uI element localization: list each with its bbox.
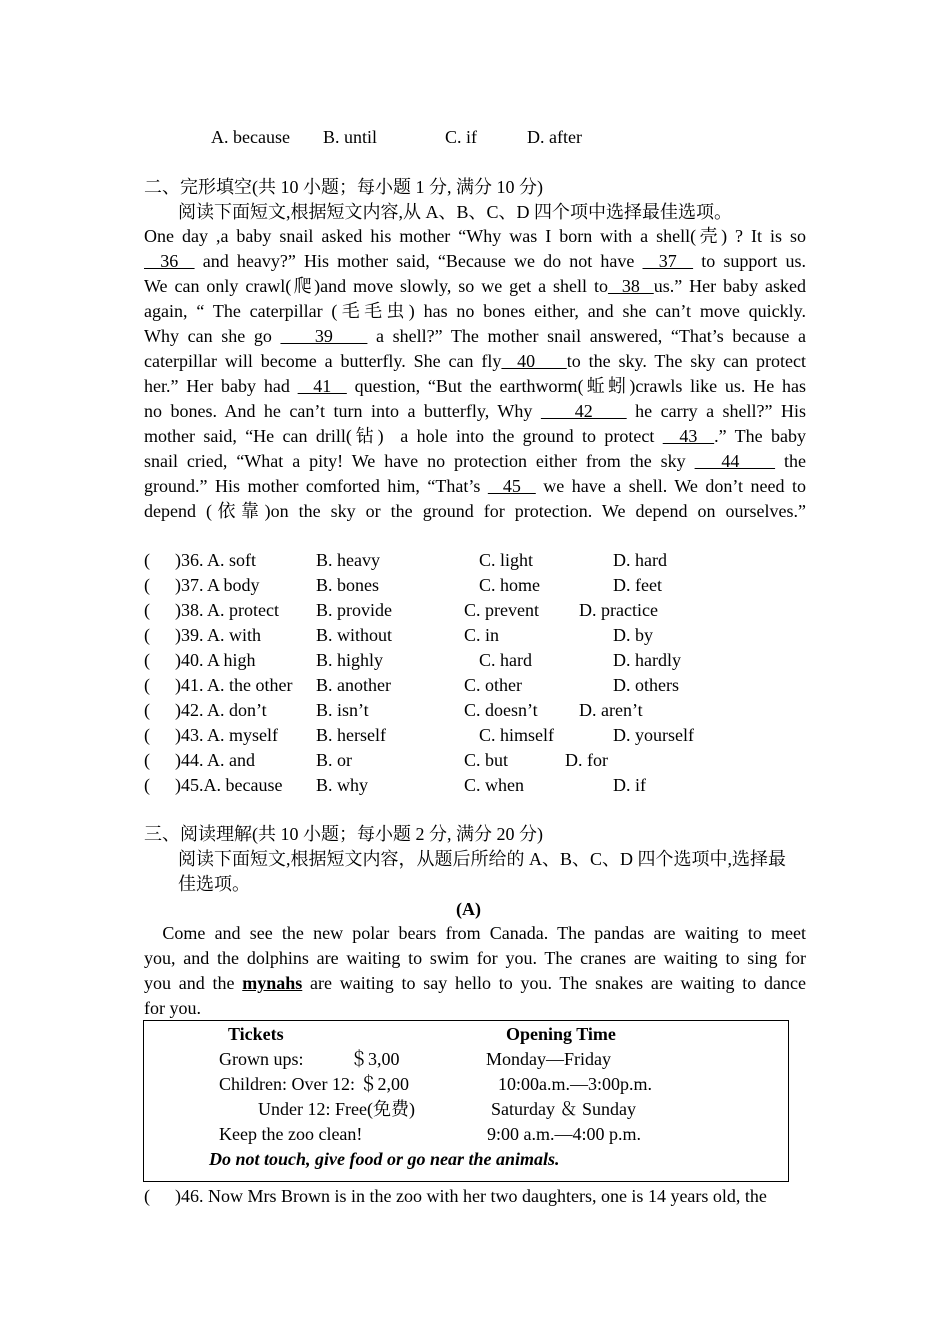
question-option-a: )40. A high (175, 650, 256, 670)
text-segment: and heavy?” His mother said, “Because we do not have (194, 251, 643, 271)
passage-line (144, 921, 806, 946)
question-paren: ( (144, 600, 150, 620)
blank-segment: 43 (662, 426, 715, 446)
tickets-header: Tickets (228, 1024, 284, 1044)
question-option-b: B. herself (316, 725, 386, 745)
question-option-d: D. for (565, 750, 608, 770)
question-paren: ( (144, 625, 150, 645)
question-option-c: C. doesn’t (464, 700, 538, 720)
passage-line (144, 399, 806, 424)
grown-ups-label: Grown ups: (219, 1049, 304, 1069)
passage-line (144, 374, 806, 399)
question-option-c: C. other (464, 675, 522, 695)
question-option-c: C. himself (479, 725, 554, 745)
question-option-d: D. practice (579, 600, 658, 620)
question-option-d: D. hard (613, 550, 667, 570)
blank-segment: mynahs (242, 973, 303, 993)
blank-segment: 44 (694, 451, 776, 471)
section3-instruction-cont: 佳选项。 (178, 874, 250, 894)
question-option-d: D. by (613, 625, 653, 645)
text-segment: the (775, 451, 806, 471)
text-segment: to support us. (693, 251, 807, 271)
passage-label: (A) (456, 899, 481, 919)
q46-text: )46. Now Mrs Brown is in the zoo with her two daughters, one is 14 years old, the (175, 1186, 767, 1206)
text-segment: are waiting to say hello to you. The snakes are waiting to dance (302, 973, 807, 993)
option-a: A. because (211, 127, 290, 147)
question-paren: ( (144, 725, 150, 745)
question-option-a: )37. A body (175, 575, 260, 595)
blank-segment: 42 (540, 401, 627, 421)
text-segment: you and the (144, 973, 243, 993)
question-option-b: B. isn’t (316, 700, 369, 720)
passage-line (144, 324, 806, 349)
text-segment: no bones. And he can’t turn into a butterfly, Why (144, 401, 541, 421)
blank-segment: 41 (297, 376, 347, 396)
passage-line (144, 499, 806, 524)
question-option-a: )36. A. soft (175, 550, 256, 570)
passage-line (144, 424, 806, 449)
question-option-a: )44. A. and (175, 750, 255, 770)
text-segment: a shell?” The mother snail answered, “That’s because a (367, 326, 807, 346)
weekend-hours: 9:00 a.m.—4:00 p.m. (487, 1124, 641, 1144)
question-option-c: C. home (479, 575, 540, 595)
question-option-a: )42. A. don’t (175, 700, 267, 720)
weekday-hours: 10:00a.m.—3:00p.m. (498, 1074, 652, 1094)
text-segment: mother said, “He can drill(钻) a hole into the ground to protect (144, 426, 663, 446)
question-option-c: C. prevent (464, 600, 539, 620)
question-paren: ( (144, 575, 150, 595)
keep-clean-note: Keep the zoo clean! (219, 1124, 363, 1144)
text-segment: ground.” His mother comforted him, “That’s (144, 476, 488, 496)
text-segment: depend (依靠)on the sky or the ground for protection. We depend on ourselves.” (144, 501, 806, 521)
question-option-b: B. another (316, 675, 391, 695)
under-12: Under 12: Free(免费) (258, 1099, 415, 1119)
question-option-a: )39. A. with (175, 625, 262, 645)
question-paren: ( (144, 775, 150, 795)
question-option-d: D. hardly (613, 650, 681, 670)
question-option-b: B. bones (316, 575, 379, 595)
opening-time-header: Opening Time (506, 1024, 616, 1044)
question-option-a: )45.A. because (175, 775, 283, 795)
grown-ups-price: ＄3,00 (350, 1049, 400, 1069)
question-paren: ( (144, 550, 150, 570)
text-segment: snail cried, “What a pity! We have no protection either from the sky (144, 451, 695, 471)
question-option-a: )43. A. myself (175, 725, 278, 745)
question-option-b: B. why (316, 775, 369, 795)
question-option-c: C. when (464, 775, 524, 795)
passage-last-line: for you. (144, 998, 201, 1018)
text-segment: One day ,a baby snail asked his mother “Why was I born with a shell(壳) ? It is so (144, 226, 806, 246)
text-segment: We can only crawl(爬)and move slowly, so we get a shell to (144, 276, 608, 296)
blank-segment: 40 (501, 351, 567, 371)
question-option-b: B. heavy (316, 550, 380, 570)
question-option-b: B. without (316, 625, 393, 645)
text-segment: us.” Her baby asked (653, 276, 807, 296)
section2-instruction: 阅读下面短文,根据短文内容,从 A、B、C、D 四个项中选择最佳选项。 (178, 202, 733, 222)
animal-warning: Do not touch, give food or go near the animals. (209, 1149, 560, 1169)
text-segment: her.” Her baby had (144, 376, 298, 396)
passage-line (144, 274, 806, 299)
text-segment: to the sky. The sky can protect (566, 351, 806, 371)
passage-line (144, 249, 806, 274)
section2-heading: 二、完形填空(共 10 小题；每小题 1 分, 满分 10 分) (144, 177, 543, 197)
question-option-c: C. light (479, 550, 534, 570)
passage-line (144, 449, 806, 474)
text-segment: Why can she go (144, 326, 281, 346)
text-segment: we have a shell. We don’t need to (535, 476, 806, 496)
weekend-label: Saturday ＆ Sunday (491, 1099, 636, 1119)
blank-segment: 37 (642, 251, 694, 271)
question-paren: ( (144, 650, 150, 670)
passage-line (144, 971, 806, 996)
section3-heading: 三、阅读理解(共 10 小题；每小题 2 分, 满分 20 分) (144, 824, 543, 844)
question-option-b: B. provide (316, 600, 392, 620)
option-d: D. after (527, 127, 582, 147)
question-option-c: C. hard (479, 650, 532, 670)
question-paren: ( (144, 700, 150, 720)
question-paren: ( (144, 750, 150, 770)
weekday-label: Monday—Friday (486, 1049, 611, 1069)
question-option-a: )38. A. protect (175, 600, 279, 620)
question-option-c: C. but (464, 750, 509, 770)
question-option-c: C. in (464, 625, 500, 645)
passage-line (144, 349, 806, 374)
question-option-d: D. others (613, 675, 679, 695)
passage-line (144, 474, 806, 499)
passage-line (144, 299, 806, 324)
question-option-d: D. yourself (613, 725, 694, 745)
question-option-a: )41. A. the other (175, 675, 293, 695)
text-segment: you, and the dolphins are waiting to swim for you. The cranes are waiting to sing for (144, 948, 806, 968)
q46-paren: ( (144, 1186, 150, 1206)
passage-line (144, 946, 806, 971)
question-option-d: D. feet (613, 575, 662, 595)
section3-instruction: 阅读下面短文,根据短文内容，从题后所给的 A、B、C、D 四个选项中,选择最 (178, 849, 787, 869)
question-paren: ( (144, 675, 150, 695)
text-segment: .” The baby (714, 426, 807, 446)
question-option-d: D. if (613, 775, 646, 795)
option-c: C. if (445, 127, 478, 147)
passage-line (144, 224, 806, 249)
blank-segment: 38 (607, 276, 654, 296)
blank-segment: 39 (280, 326, 368, 346)
blank-segment: 36 (144, 251, 195, 271)
question-option-d: D. aren’t (579, 700, 643, 720)
text-segment: caterpillar will become a butterfly. She can fly (144, 351, 502, 371)
text-segment: he carry a shell?” His (626, 401, 806, 421)
text-segment: question, “But the earthworm(蚯蚓)crawls like us. He has (346, 376, 806, 396)
question-option-b: B. highly (316, 650, 384, 670)
blank-segment: 45 (487, 476, 536, 496)
option-b: B. until (323, 127, 378, 147)
text-segment: Come and see the new polar bears from Canada. The pandas are waiting to meet (144, 923, 806, 943)
question-option-b: B. or (316, 750, 352, 770)
text-segment: again, “ The caterpillar (毛毛虫) has no bones either, and she can’t move quickly. (144, 301, 806, 321)
children-over-12: Children: Over 12: ＄2,00 (219, 1074, 409, 1094)
